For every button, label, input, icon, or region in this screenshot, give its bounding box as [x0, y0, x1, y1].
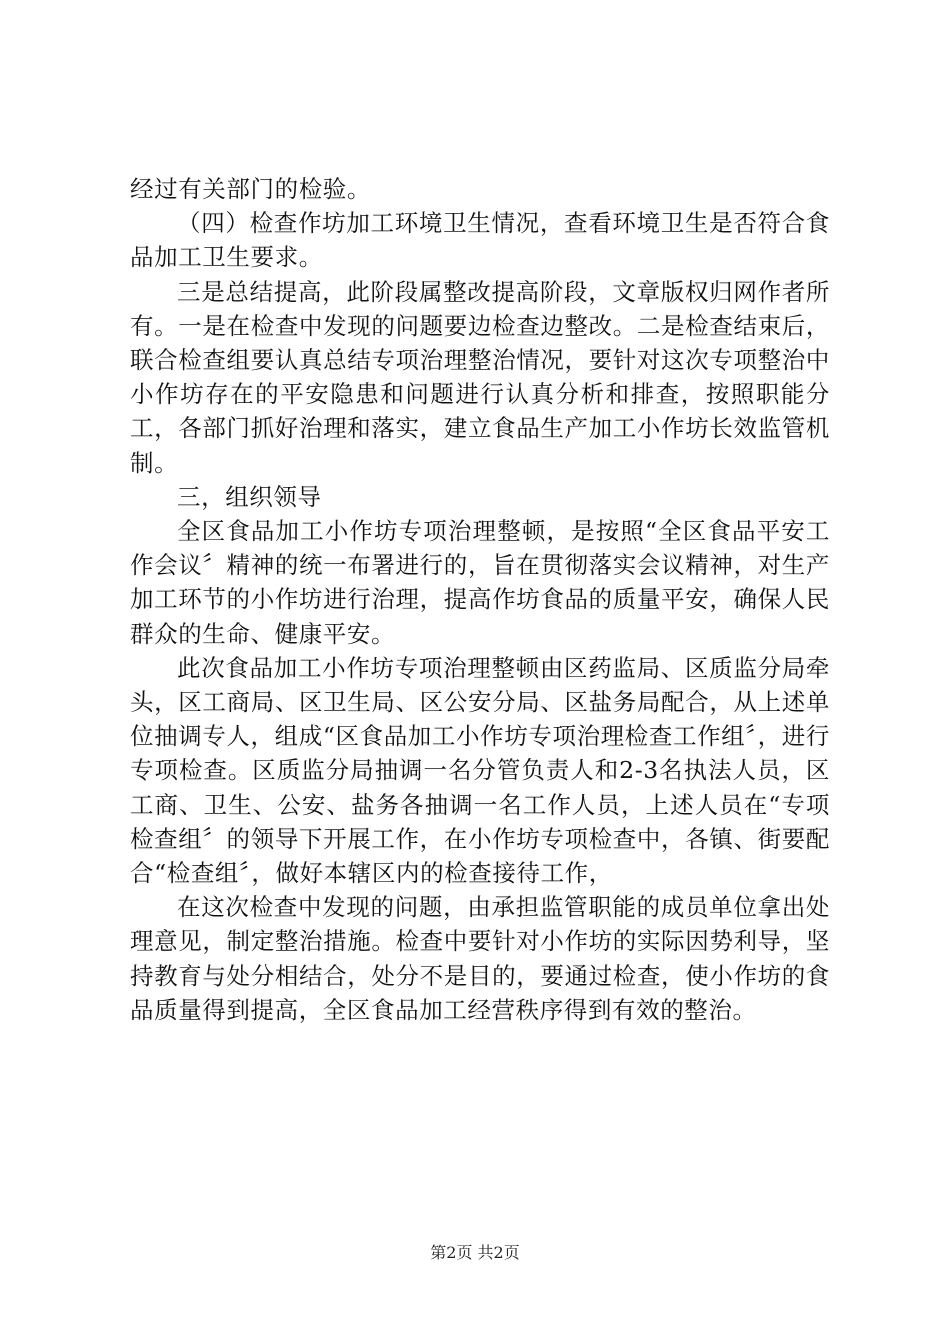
page-number-footer: 第2页 共2页 — [430, 1243, 520, 1262]
paragraph: 经过有关部门的检验。 — [130, 175, 371, 203]
paragraph: 在这次检查中发现的问题，由承担监管职能的成员单位拿出处理意见，制定整治措施。检查中要针对小作坊的实际因势利导，坚持教育与处分相结合，处分不是目的，要通过检查，使小作坊的食品质量得到提高，全区食品加工经营秩序得到有效的整治。 — [130, 893, 830, 1024]
paragraph: 全区食品加工小作坊专项治理整顿，是按照“全区食品平安工作会议〞精神的统一布署进行的，旨在贯彻落实会议精神，对生产加工环节的小作坊进行治理，提高作坊食品的质量平安，确保人民群众的生命、健康平安。 — [130, 517, 830, 648]
paragraph: （四）检查作坊加工环境卫生情况，查看环境卫生是否符合食品加工卫生要求。 — [130, 209, 830, 272]
document-body — [130, 172, 830, 1027]
paragraph: 此次食品加工小作坊专项治理整顿由区药监局、区质监分局牵头，区工商局、区卫生局、区公安分局、区盐务局配合，从上述单位抽调专人，组成“区食品加工小作坊专项治理检查工作组〞，进行专项检查。区质监分局抽调一名分管负责人和2-3名执法人员，区工商、卫生、公安、盐务各抽调一名工作人员，上述人员在“专项检查组〞的领导下开展工作，在小作坊专项检查中，各镇、街要配合“检查组〞，做好本辖区内的检查接待工作， — [130, 653, 830, 888]
section-heading: 三，组织领导 — [177, 482, 322, 511]
paragraph: 三是总结提高，此阶段属整改提高阶段，文章版权归网作者所有。一是在检查中发现的问题要边检查边整改。二是检查结束后，联合检查组要认真总结专项治理整治情况，要针对这次专项整治中小作坊存在的平安隐患和问题进行认真分析和排查，按照职能分工，各部门抓好治理和落实，建立食品生产加工小作坊长效监管机制。 — [130, 277, 830, 477]
